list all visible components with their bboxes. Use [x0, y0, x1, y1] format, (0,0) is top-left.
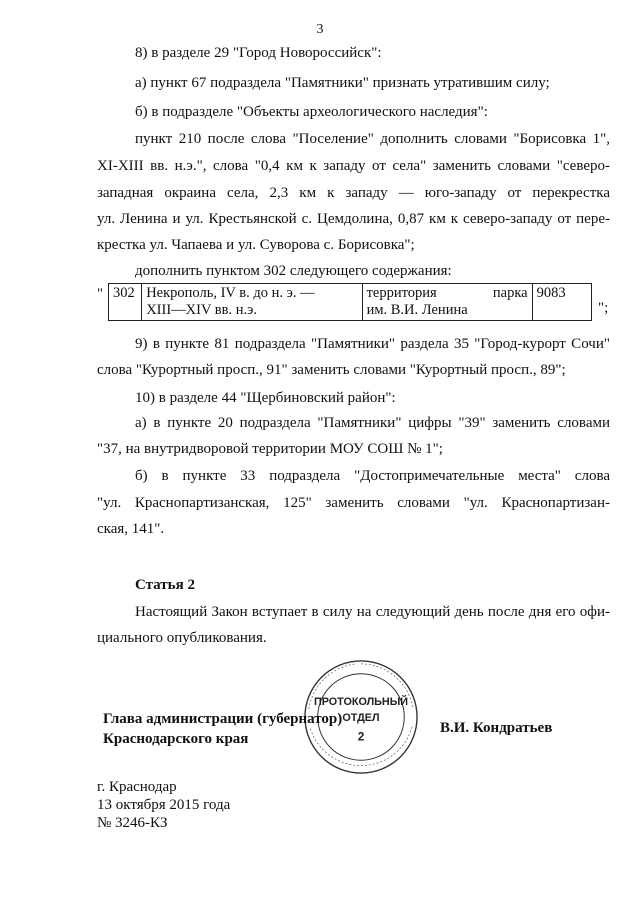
page-number: 3 — [316, 22, 324, 37]
stamp-line-1: ПРОТОКОЛЬНЫЙ — [313, 696, 409, 709]
table-row — [109, 284, 592, 321]
table-open-quote: " — [97, 286, 104, 302]
paragraph-line: ул. Ленина и ул. Крестьянской с. Цемдолина, 0,87 км к северо-западу от пере- — [97, 211, 610, 227]
stamp-line-2: ОТДЕЛ — [342, 711, 380, 724]
location-line-2: им. В.И. Ленина — [366, 302, 468, 318]
location-line-1 — [367, 285, 528, 302]
paragraph-line: б) в подразделе "Объекты археологического наследия": — [135, 104, 488, 120]
location-word-1: территория — [366, 285, 437, 301]
paragraph-line: а) пункт 67 подраздела "Памятники" признать утратившим силу; — [135, 75, 550, 91]
table-cell-number: 302 — [109, 284, 142, 321]
paragraph-line: дополнить пунктом 302 следующего содержания: — [135, 263, 452, 279]
date: 13 октября 2015 года — [97, 797, 231, 813]
paragraph-line: "ул. Краснопартизанская, 125" заменить словами "ул. Краснопартизан- — [97, 495, 610, 511]
insert-table — [108, 283, 592, 321]
signatory-title — [103, 709, 342, 749]
paragraph-line: 10) в разделе 44 "Щербиновский район": — [135, 390, 396, 406]
paragraph-line: Настоящий Закон вступает в силу на следующий день после дня его офи- — [135, 604, 610, 620]
name-line-1: Некрополь, IV в. до н. э. — — [146, 285, 315, 301]
table-cell-location — [362, 284, 532, 321]
paragraph-line: а) в пункте 20 подраздела "Памятники" цифры "39" заменить словами — [135, 415, 610, 431]
paragraph-line: 8) в разделе 29 "Город Новороссийск": — [135, 45, 382, 61]
paragraph-line: пункт 210 после слова "Поселение" дополнить словами "Борисовка 1", — [135, 131, 610, 147]
paragraph-line: "37, на внутридворовой территории МОУ СОШ № 1"; — [97, 441, 443, 457]
table-close-quote: "; — [598, 300, 609, 316]
law-number: № 3246-КЗ — [97, 815, 168, 831]
paragraph-line: ская, 141". — [97, 521, 165, 537]
name-line-2: XIII—XIV вв. н.э. — [146, 302, 257, 318]
paragraph-line: б) в пункте 33 подраздела "Достопримечательные места" слова — [135, 468, 610, 484]
signatory-name: В.И. Кондратьев — [440, 720, 553, 736]
paragraph-line: западная окраина села, 2,3 км к западу — юго-западу от перекрестка — [97, 185, 610, 201]
paragraph-line: 9) в пункте 81 подраздела "Памятники" раздела 35 "Город-курорт Сочи" — [135, 336, 610, 352]
table-cell-code: 9083 — [532, 284, 591, 321]
paragraph-line: XI-XIII вв. н.э.", слова "0,4 км к западу от села" заменить словами "северо- — [97, 158, 610, 174]
paragraph-line: циального опубликования. — [97, 630, 267, 646]
paragraph-line: слова "Курортный просп., 91" заменить словами "Курортный просп., 89"; — [97, 362, 566, 378]
stamp-number: 2 — [357, 729, 365, 744]
signatory-title-line-2: Краснодарского края — [103, 731, 249, 747]
paragraph-line: крестка ул. Чапаева и ул. Суворова с. Борисовка"; — [97, 237, 415, 253]
place-date-block — [97, 778, 230, 832]
city: г. Краснодар — [97, 779, 177, 795]
location-word-2: парка — [492, 285, 528, 301]
table-cell-name — [142, 284, 362, 321]
article-heading: Статья 2 — [135, 577, 195, 593]
signatory-title-line-1: Глава администрации (губернатор) — [103, 711, 343, 727]
